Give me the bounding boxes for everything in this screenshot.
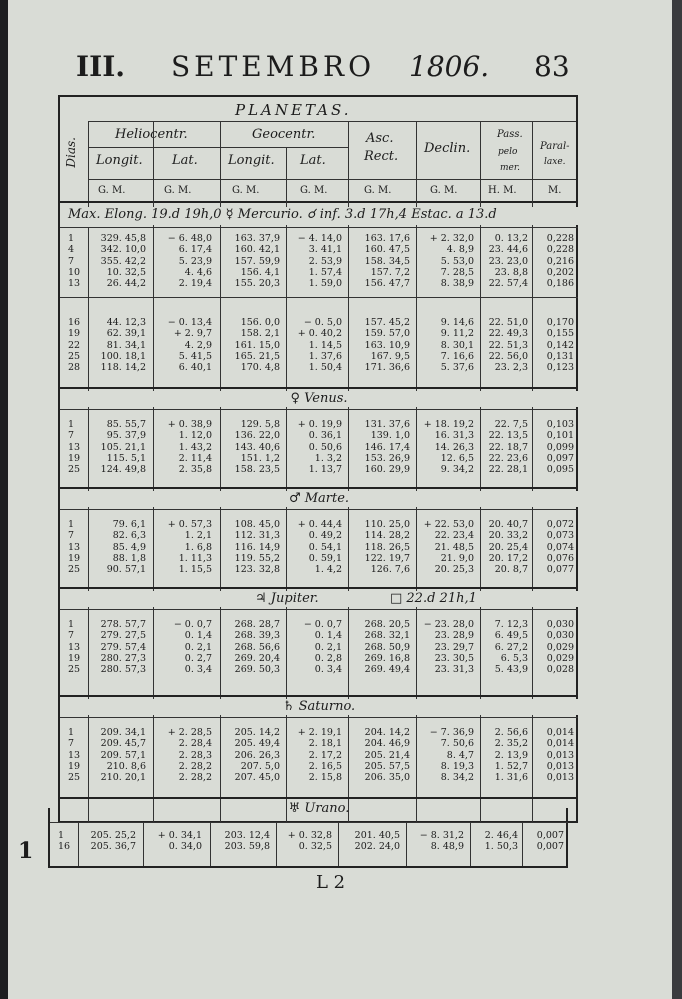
uranus-table (48, 808, 568, 868)
book-binding (0, 0, 8, 999)
month-title: SETEMBRO (171, 50, 376, 83)
mercury-days-1: 1 4 7 10 13 (68, 233, 81, 290)
jupiter-quadrature: □ 22.d 21h,1 (390, 591, 477, 606)
uranus-days: 1 16 (58, 830, 71, 853)
geo-lat: Lat. (300, 153, 326, 168)
mercury-hb-2: − 0. 13,4 + 2. 9,7 4. 2,9 5. 41,5 6. 40,1 (167, 317, 212, 374)
table-title: PLANETAS. (235, 101, 352, 119)
saturn-gl: 205. 14,2 205. 49,4 206. 26,3 207. 5,0 207. 45,0 (234, 727, 280, 784)
unit-8: M. (548, 185, 562, 196)
jupiter-px: 0,030 0,030 0,029 0,029 0,028 (546, 619, 574, 676)
mars-label: ♂ Marte. (60, 491, 578, 507)
jupiter-days: 1 7 13 19 25 (68, 619, 81, 676)
saturn-pm: 2. 56,6 2. 35,2 2. 13,9 1. 52,7 1. 31,6 (494, 727, 528, 784)
venus-days: 1 7 13 19 25 (68, 419, 81, 476)
page-header (76, 46, 576, 86)
unit-1: G. M. (98, 185, 126, 196)
jupiter-hl: 278. 57,7 279. 27,5 279. 57,4 280. 27,3 280. 57,3 (100, 619, 146, 676)
unit-7: H. M. (488, 185, 517, 196)
unit-3: G. M. (232, 185, 260, 196)
days-label: Dias. (64, 137, 78, 168)
jupiter-ar: 268. 20,5 268. 32,1 268. 50,9 269. 16,8 269. 49,4 (364, 619, 410, 676)
saturn-label: ♄ Saturno. (60, 699, 578, 715)
geo-longit: Longit. (228, 153, 275, 168)
mars-px: 0,072 0,073 0,074 0,076 0,077 (546, 519, 574, 576)
pass-header-1: Pass. (497, 129, 523, 140)
jupiter-gl: 268. 28,7 268. 39,3 268. 56,6 269. 20,4 269. 50,3 (234, 619, 280, 676)
mercury-hb-1: − 6. 48,0 6. 17,4 5. 23,9 4. 4,6 2. 19,4 (167, 233, 212, 290)
declin-header: Declin. (424, 141, 471, 156)
mercury-px-2: 0,170 0,155 0,142 0,131 0,123 (546, 317, 574, 374)
book-edge (672, 0, 682, 999)
jupiter-hb: − 0. 0,7 0. 1,4 0. 2,1 0. 2,7 0. 3,4 (173, 619, 212, 676)
jupiter-row-header (60, 591, 578, 607)
uranus-label: ♅ Urano. (288, 801, 350, 816)
unit-4: G. M. (300, 185, 328, 196)
mercury-hl-1: 329. 45,8 342. 10,0 355. 42,2 10. 32,5 26. 44,2 (100, 233, 146, 290)
venus-px: 0,103 0,101 0,099 0,097 0,095 (546, 419, 574, 476)
mercury-days-2: 16 19 22 25 28 (68, 317, 81, 374)
mercury-gl-1: 163. 37,9 160. 42,1 157. 59,9 156. 4,1 155. 20,3 (234, 233, 280, 290)
year: 1806. (409, 50, 490, 83)
mercury-px-1: 0,228 0,228 0,216 0,202 0,186 (546, 233, 574, 290)
helio-longit: Longit. (96, 153, 143, 168)
mars-ar: 110. 25,0 114. 28,2 118. 26,5 122. 19,7 126. 7,6 (364, 519, 410, 576)
venus-gl: 129. 5,8 136. 22,0 143. 40,6 151. 1,2 158. 23,5 (234, 419, 280, 476)
jupiter-pm: 7. 12,3 6. 49,5 6. 27,2 6. 5,3 5. 43,9 (494, 619, 528, 676)
mercury-pm-2: 22. 51,0 22. 49,3 22. 51,3 22. 56,0 23. 2,3 (488, 317, 528, 374)
uranus-px: 0,007 0,007 (536, 830, 564, 853)
venus-ar: 131. 37,6 139. 1,0 146. 17,4 153. 26,9 160. 29,9 (364, 419, 410, 476)
rect-header: Rect. (364, 149, 399, 164)
venus-pm: 22. 7,5 22. 13,5 22. 18,7 22. 23,6 22. 28,1 (488, 419, 528, 476)
saturn-gb: + 2. 19,1 2. 18,1 2. 17,2 2. 16,5 2. 15,8 (297, 727, 342, 784)
mars-gl: 108. 45,0 112. 31,3 116. 14,9 119. 55,2 123. 32,8 (234, 519, 280, 576)
chapter-number: III. (76, 50, 126, 83)
uranus-hb: + 0. 34,1 0. 34,0 (157, 830, 202, 853)
asc-header: Asc. (366, 131, 394, 146)
saturn-hb: + 2. 28,5 2. 28,4 2. 28,3 2. 28,2 2. 28,2 (167, 727, 212, 784)
uranus-pm: 2. 46,4 1. 50,3 (484, 830, 518, 853)
margin-mark: 1 (18, 838, 34, 864)
unit-6: G. M. (430, 185, 458, 196)
uranus-ar: 201. 40,5 202. 24,0 (354, 830, 400, 853)
uranus-hl: 205. 25,2 205. 36,7 (90, 830, 136, 853)
saturn-ar: 204. 14,2 204. 46,9 205. 21,4 205. 57,5 206. 35,0 (364, 727, 410, 784)
venus-hl: 85. 55,7 95. 37,9 105. 21,1 115. 5,1 124. 49,8 (100, 419, 146, 476)
mercury-hl-2: 44. 12,3 62. 39,1 81. 34,1 100. 18,1 118. 14,2 (100, 317, 146, 374)
mercury-line: Max. Elong. 19.d 19h,0 ☿ Mercurio. ☌ inf. 3.d 17h,4 Estac. a 13.d (68, 207, 578, 225)
signature-mark: L 2 (316, 872, 346, 893)
venus-hb: + 0. 38,9 1. 12,0 1. 43,2 2. 11,4 2. 35,8 (167, 419, 212, 476)
jupiter-de: − 23. 28,0 23. 28,9 23. 29,7 23. 30,5 23. 31,3 (423, 619, 474, 676)
mercury-de-2: 9. 14,6 9. 11,2 8. 30,1 7. 16,6 5. 37,6 (440, 317, 474, 374)
helio-header: Heliocentr. (115, 127, 188, 142)
mars-gb: + 0. 44,4 0. 49,2 0. 54,1 0. 59,1 1. 4,2 (297, 519, 342, 576)
mercury-gb-1: − 4. 14,0 3. 41,1 2. 53,9 1. 57,4 1. 59,0 (297, 233, 342, 290)
jupiter-label: ♃ Jupiter. (255, 591, 319, 606)
mercury-ar-2: 157. 45,2 159. 57,0 163. 10,9 167. 9,5 171. 36,6 (364, 317, 410, 374)
jupiter-gb: − 0. 0,7 0. 1,4 0. 2,1 0. 2,8 0. 3,4 (303, 619, 342, 676)
venus-gb: + 0. 19,9 0. 36,1 0. 50,6 1. 3,2 1. 13,7 (297, 419, 342, 476)
parallax-header-2: laxe. (544, 157, 566, 167)
mercury-ar-1: 163. 17,6 160. 47,5 158. 34,5 157. 7,2 156. 47,7 (364, 233, 410, 290)
saturn-px: 0,014 0,014 0,013 0,013 0,013 (546, 727, 574, 784)
mars-hl: 79. 6,1 82. 6,3 85. 4,9 88. 1,8 90. 57,1 (106, 519, 146, 576)
pass-header-2: pelo (498, 147, 518, 157)
mercury-pm-1: 0. 13,2 23. 44,6 23. 23,0 23. 8,8 22. 57,4 (488, 233, 528, 290)
pass-header-3: mer. (500, 163, 521, 173)
parallax-header-1: Paral- (540, 141, 570, 152)
uranus-gl: 203. 12,4 203. 59,8 (224, 830, 270, 853)
mars-pm: 20. 40,7 20. 33,2 20. 25,4 20. 17,2 20. 8,7 (488, 519, 528, 576)
mercury-gb-2: − 0. 5,0 + 0. 40,2 1. 14,5 1. 37,6 1. 50,4 (297, 317, 342, 374)
uranus-de: − 8. 31,2 8. 48,9 (419, 830, 464, 853)
uranus-gb: + 0. 32,8 0. 32,5 (287, 830, 332, 853)
mars-de: + 22. 53,0 22. 23,4 21. 48,5 21. 9,0 20. 25,3 (423, 519, 474, 576)
planets-table (58, 95, 578, 823)
unit-2: G. M. (164, 185, 192, 196)
venus-label: ♀ Venus. (60, 391, 578, 407)
mercury-gl-2: 156. 0,0 158. 2,1 161. 15,0 165. 21,5 170. 4,8 (234, 317, 280, 374)
unit-5: G. M. (364, 185, 392, 196)
page-number: 83 (534, 50, 570, 83)
venus-de: + 18. 19,2 16. 31,3 14. 26,3 12. 6,5 9. 34,2 (423, 419, 474, 476)
helio-lat: Lat. (172, 153, 198, 168)
mercury-de-1: + 2. 32,0 4. 8,9 5. 53,0 7. 28,5 8. 38,9 (429, 233, 474, 290)
mars-hb: + 0. 57,3 1. 2,1 1. 6,8 1. 11,3 1. 15,5 (167, 519, 212, 576)
saturn-de: − 7. 36,9 7. 50,6 8. 4,7 8. 19,3 8. 34,2 (429, 727, 474, 784)
saturn-days: 1 7 13 19 25 (68, 727, 81, 784)
geo-header: Geocentr. (252, 127, 316, 142)
mars-days: 1 7 13 19 25 (68, 519, 81, 576)
saturn-hl: 209. 34,1 209. 45,7 209. 57,1 210. 8,6 210. 20,1 (100, 727, 146, 784)
